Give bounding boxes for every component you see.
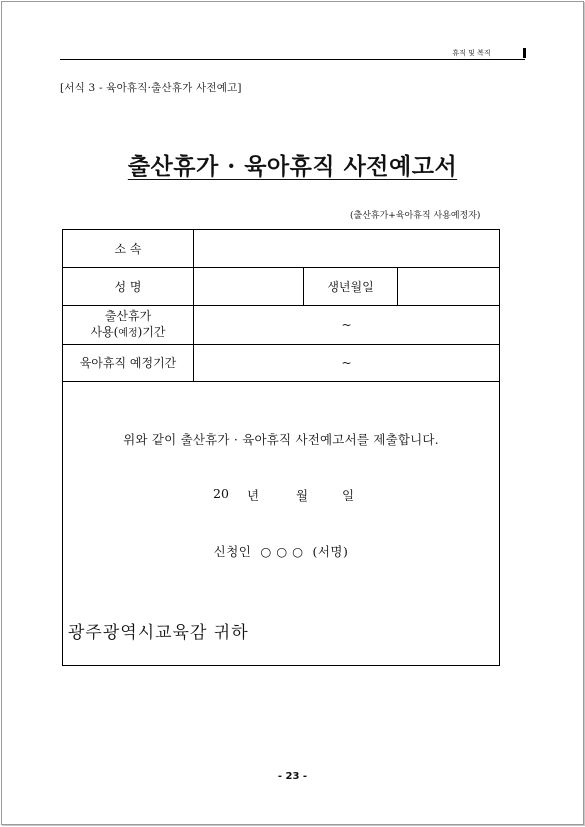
row-maternity-period: [63, 306, 499, 345]
applicant-label: 신청인: [213, 544, 252, 559]
row-affiliation: [63, 230, 499, 268]
parental-period-field[interactable]: ~: [341, 356, 352, 370]
date-year-unit: 년: [247, 488, 260, 503]
row-parental-period: [63, 345, 499, 382]
recipient: 광주광역시교육감 귀하: [68, 623, 249, 643]
applicant-note: (출산휴가+육아휴직 사용예정자): [350, 211, 481, 221]
name-label: 성 명: [63, 268, 194, 305]
form-table: [62, 229, 500, 666]
affiliation-label: 소 속: [63, 230, 194, 267]
form-reference: [서식 3 - 육아휴직·출산휴가 사전예고]: [60, 82, 242, 94]
maternity-period-field[interactable]: ~: [341, 318, 352, 332]
maternity-label-suffix: )기간: [137, 325, 166, 339]
name-field[interactable]: [194, 268, 304, 305]
signature-mark: (서명): [312, 544, 349, 559]
date-year-prefix: 20: [213, 486, 229, 501]
maternity-label-small: 예정: [118, 328, 138, 339]
birthdate-label: 생년월일: [304, 268, 398, 305]
document-page: [1, 1, 584, 825]
affiliation-field[interactable]: [194, 230, 499, 267]
applicant-line: [63, 542, 499, 560]
birthdate-field[interactable]: [398, 268, 499, 305]
date-day-unit: 일: [342, 488, 355, 503]
section-header-tab: 휴직 및 복직: [420, 48, 526, 58]
header-rule: [60, 59, 525, 60]
maternity-period-label: [63, 306, 194, 344]
submission-statement: 위와 같이 출산휴가 · 육아휴직 사전예고서를 제출합니다.: [123, 432, 439, 447]
row-name: [63, 268, 499, 306]
applicant-name-placeholder: ○ ○ ○: [260, 544, 304, 559]
maternity-label-line2: [90, 324, 165, 342]
maternity-label-prefix: 사용(: [90, 325, 119, 339]
submission-section: [63, 382, 499, 665]
parental-period-label: 육아휴직 예정기간: [63, 345, 194, 381]
page-number: - 23 -: [277, 771, 308, 782]
document-title-text: 출산휴가 · 육아휴직 사전예고서: [127, 153, 458, 180]
maternity-label-line1: 출산휴가: [104, 309, 152, 323]
date-month-unit: 월: [296, 488, 309, 503]
document-title: [2, 148, 583, 181]
